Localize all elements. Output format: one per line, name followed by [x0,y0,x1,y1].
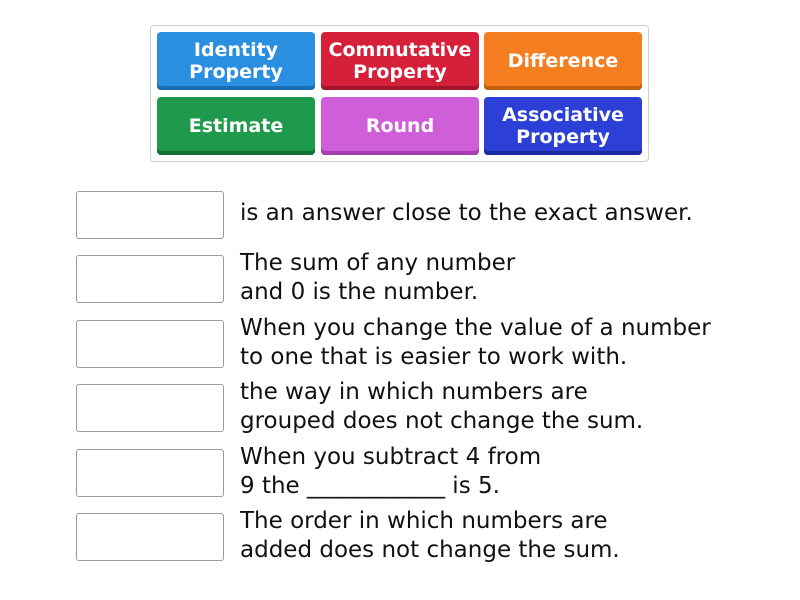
tile-label: Commutative Property [328,39,472,83]
drop-slot-1[interactable] [76,191,224,239]
clue-text-1: is an answer close to the exact answer. [240,200,693,226]
tile-label: Round [365,115,435,137]
clue-text-6: The order in which numbers are added does not change the sum. [240,508,620,563]
clue-text-4: the way in which numbers are grouped does not change the sum. [240,379,644,434]
drop-slot-2[interactable] [76,255,224,303]
tile-identity-property[interactable] [157,32,315,90]
drop-slot-4[interactable] [76,384,224,432]
clue-text-5: When you subtract 4 from 9 the ____________ is 5. [240,444,542,499]
clue-text-3: When you change the value of a number to one that is easier to work with. [240,315,711,370]
drop-slot-6[interactable] [76,513,224,561]
drop-slot-5[interactable] [76,449,224,497]
tile-label: Identity Property [189,39,283,83]
tile-commutative-property[interactable] [321,32,479,90]
tile-label: Difference [507,50,619,72]
answer-tile-tray [150,25,649,162]
tile-label: Associative Property [502,104,624,148]
tile-label: Estimate [188,115,284,137]
tile-associative-property[interactable] [484,97,642,155]
clue-text-2: The sum of any number and 0 is the number. [240,250,516,305]
tile-estimate[interactable] [157,97,315,155]
drop-slot-3[interactable] [76,320,224,368]
tile-difference[interactable] [484,32,642,90]
tile-round[interactable] [321,97,479,155]
